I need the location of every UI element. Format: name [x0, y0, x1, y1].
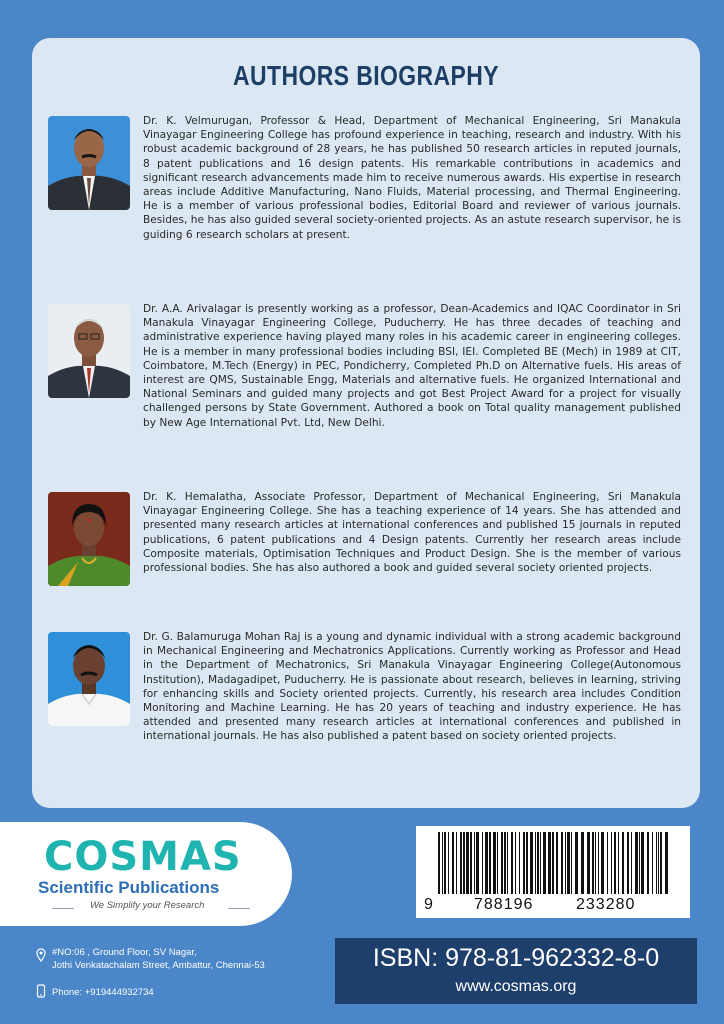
barcode-bar	[607, 832, 608, 894]
barcode-bar	[627, 832, 629, 894]
barcode-bar	[575, 832, 578, 894]
author-photo	[48, 632, 130, 726]
barcode-bar	[611, 832, 612, 894]
barcode-bar	[543, 832, 546, 894]
publisher-logo-card	[0, 822, 292, 926]
author-photo	[48, 304, 130, 398]
barcode-bar	[601, 832, 604, 894]
barcode-bar	[466, 832, 469, 894]
divider	[52, 908, 74, 909]
address-line-2: Jothi Venkatachalam Street, Ambattur, Chennai-53	[52, 960, 265, 971]
barcode-bar	[530, 832, 533, 894]
barcode-bar	[635, 832, 638, 894]
barcode-bar	[548, 832, 551, 894]
barcode	[416, 826, 690, 918]
publisher-name: Scientific Publications	[38, 878, 220, 897]
barcode-bar	[463, 832, 465, 894]
barcode-bar	[567, 832, 570, 894]
barcode-bar	[456, 832, 457, 894]
barcode-bar	[497, 832, 498, 894]
barcode-digits-mid: 788196	[474, 896, 534, 913]
author-bio: Dr. K. Velmurugan, Professor & Head, Department of Mechanical Engineering, Sri Manakula Vinayagar Engineering College has profound experience in teaching, research and industry. With his robust academic background of 28 years, he has published 50 research articles in reputed journals, 8 patent publications and 16 design patents. His remarkable contributions in academics and significant research advancements made him to receive numerous awards. His expertise in research areas include Additive Manufacturing, Nano Fluids, Material processing, and Thermal Engineering. He is a member of various professional bodies, Editorial Board and reviewer of various journals. Besides, he has also guided several society-oriented projects. As an astute research supervisor, he is guiding 6 research scholars at present.	[143, 115, 681, 241]
author-bio: Dr. A.A. Arivalagar is presently working as a professor, Dean-Academics and IQAC Coordinator in Sri Manakula Vinayagar Engineering College, Puducherry. He has three decades of teaching and administrative experience having played many roles in his academic career in engineering colleges. He is a member in many professional bodies including BSI, IEI. Completed BE (Mech) in 1989 at CIT, Coimbatore, M.Tech (Energy) in PEC, Pondicherry, Completed Ph.D on Alternative fuels. His areas of interest are QMS, Sustainable Engg, Materials and alternative fuels. He organized International and National Seminars and guided many projects and got Best Project Award for a project for visually challenged persons by State Government. Authored a book on Total quality management published by New Age International Pvt. Ltd, New Delhi.	[143, 303, 681, 429]
barcode-bar	[444, 832, 446, 894]
barcode-bar	[581, 832, 584, 894]
barcode-bar	[523, 832, 525, 894]
barcode-bar	[535, 832, 536, 894]
barcode-bar	[474, 832, 475, 894]
website-link[interactable]: www.cosmas.org	[455, 978, 577, 995]
author-bio: Dr. K. Hemalatha, Associate Professor, Department of Mechanical Engineering, Sri Manakula Vinayagar Engineering College. She has a teaching experience of 14 years. She has attended and presented many research articles at international conferences and published 15 journals in reputed publications, 6 patent publications and 4 Design patents. Currently her research areas include Composite materials, Optimisation Techniques and Product Design. She is the member of various professional bodies. She has also authored a book and guided several society oriented projects.	[143, 491, 681, 575]
author-bio: Dr. G. Balamuruga Mohan Raj is a young and dynamic individual with a strong academic background in Mechanical Engineering and Mechatronics Applications. Currently working as Professor and Head in the Department of Mechatronics, Sri Manakula Vinayagar Engineering College(Autonomous Institution), Madagadipet, Puducherry. He is passionate about research, believes in learning, striving for enhancing skills and Society oriented projects. Currently, his research area includes Condition Monitoring and Machine Learning. He has 20 years of teaching and industry experience. He has attended and presented many research articles at international conferences and published in international journals. He has also published a patent based on society oriented projects.	[143, 631, 681, 743]
publisher-phone: Phone: +919444932734	[52, 987, 154, 998]
barcode-bar	[571, 832, 572, 894]
barcode-bar	[482, 832, 483, 894]
barcode-bar	[493, 832, 496, 894]
author-photo	[48, 492, 130, 586]
publisher-address	[52, 946, 265, 972]
barcode-bar	[515, 832, 516, 894]
barcode-bar	[656, 832, 657, 894]
barcode-digits-last: 233280	[576, 896, 636, 913]
barcode-bars	[416, 826, 690, 896]
barcode-bar	[665, 832, 668, 894]
biography-panel	[32, 38, 700, 808]
barcode-digits-first: 9	[424, 896, 433, 913]
page-title: AUTHORS BIOGRAPHY	[233, 60, 499, 91]
barcode-bar	[511, 832, 513, 894]
barcode-bar	[587, 832, 590, 894]
barcode-bar	[595, 832, 596, 894]
barcode-bar	[476, 832, 479, 894]
isbn: ISBN: 978-81-962332-8-0	[372, 944, 660, 972]
barcode-digits	[416, 896, 690, 916]
barcode-bar	[485, 832, 488, 894]
isbn-box	[335, 938, 697, 1004]
barcode-bar	[618, 832, 619, 894]
barcode-bar	[622, 832, 624, 894]
barcode-bar	[552, 832, 554, 894]
barcode-bar	[442, 832, 443, 894]
barcode-bar	[614, 832, 616, 894]
publisher-tagline: We Simplify your Research	[90, 900, 205, 911]
barcode-bar	[519, 832, 520, 894]
location-pin-icon	[36, 948, 46, 962]
barcode-bar	[652, 832, 653, 894]
barcode-bar	[470, 832, 472, 894]
barcode-bar	[501, 832, 503, 894]
barcode-bar	[592, 832, 594, 894]
barcode-bar	[489, 832, 491, 894]
barcode-bar	[438, 832, 440, 894]
barcode-bar	[452, 832, 454, 894]
barcode-bar	[540, 832, 541, 894]
barcode-bar	[448, 832, 449, 894]
author-photo	[48, 116, 130, 210]
barcode-bar	[526, 832, 528, 894]
barcode-bar	[641, 832, 644, 894]
address-line-1: #NO:06 , Ground Floor, SV Nagar,	[52, 947, 197, 958]
barcode-bar	[561, 832, 563, 894]
barcode-bar	[556, 832, 558, 894]
barcode-bar	[598, 832, 599, 894]
barcode-bar	[647, 832, 649, 894]
phone-icon	[36, 984, 46, 998]
barcode-bar	[631, 832, 632, 894]
barcode-bar	[565, 832, 566, 894]
divider	[228, 908, 250, 909]
barcode-bar	[660, 832, 662, 894]
barcode-bar	[504, 832, 506, 894]
publisher-logo: COSMAS	[44, 834, 242, 880]
barcode-bar	[507, 832, 508, 894]
barcode-bar	[639, 832, 640, 894]
barcode-bar	[537, 832, 539, 894]
barcode-bar	[460, 832, 462, 894]
barcode-bar	[658, 832, 659, 894]
